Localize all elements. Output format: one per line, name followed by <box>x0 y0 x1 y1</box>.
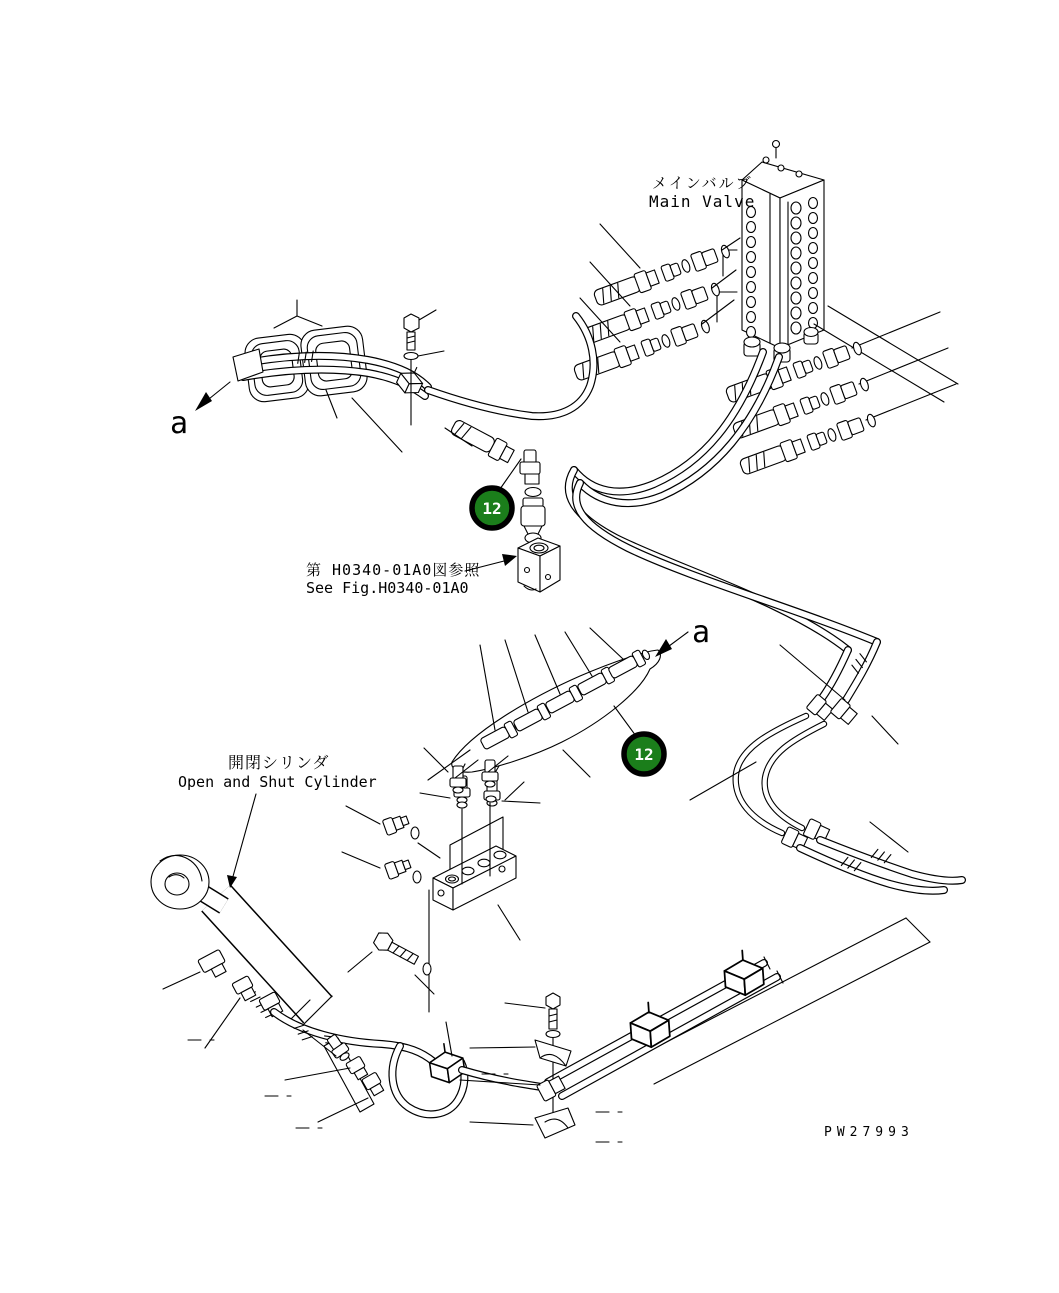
cylinder-label-arrow <box>227 794 256 888</box>
open-shut-cylinder <box>151 855 332 1048</box>
twin-tubes <box>548 949 783 1096</box>
hose-loop <box>392 1022 548 1114</box>
cylinder-label-en: Open and Shut Cylinder <box>178 773 377 791</box>
arrow-icon <box>195 392 212 411</box>
s-hose-pair <box>690 642 962 891</box>
mount-bolt <box>404 310 444 425</box>
view-a-arrow-top <box>195 382 230 411</box>
see-fig-label-jp: 第 H0340-01A0図参照 <box>306 561 481 579</box>
cylinder-hose <box>274 1012 434 1062</box>
arrow-icon <box>502 554 517 566</box>
svg-text:12: 12 <box>482 499 502 518</box>
drawing-number: PW27993 <box>824 1125 914 1140</box>
valve-port-fittings-right <box>724 338 878 477</box>
cylinder-label-jp: 開閉シリンダ <box>228 753 330 772</box>
tube-clamp-assembly <box>460 993 575 1138</box>
main-valve-label-jp: メインバルブ <box>652 174 753 192</box>
view-a-letter-top: a <box>170 406 189 441</box>
mounting-plane <box>628 918 930 1084</box>
main-valve-label-en: Main Valve <box>649 192 756 211</box>
manifold-bolt <box>348 929 434 994</box>
arrow-icon <box>655 639 672 657</box>
svg-text:12: 12 <box>634 745 654 764</box>
view-a-letter-mid: a <box>692 615 711 650</box>
see-fig-block <box>518 538 560 592</box>
callout-12-lower[interactable] <box>614 706 664 774</box>
see-fig-label-en: See Fig.H0340-01A0 <box>306 579 469 597</box>
callout-12-upper[interactable] <box>472 488 512 528</box>
grommet-mounts <box>233 300 428 452</box>
valve-port-fittings-left <box>572 224 740 383</box>
view-a-arrow-mid <box>655 632 688 657</box>
